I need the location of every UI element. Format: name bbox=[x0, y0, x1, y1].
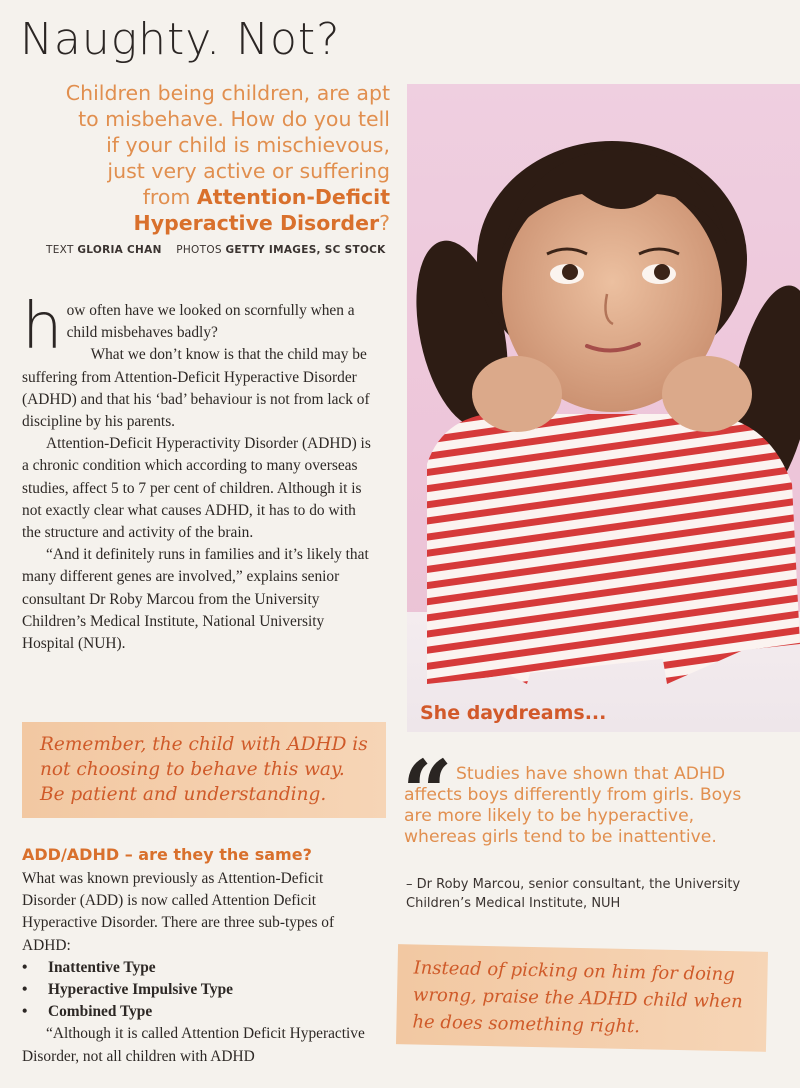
girl-photo bbox=[407, 84, 800, 732]
paragraph: “Although it is called Attention Deficit Hyperactive Disorder, not all children with ADHD bbox=[22, 1025, 365, 1065]
pull-quote-box: Remember, the child with ADHD is not choosing to behave this way. Be patient and understanding. bbox=[22, 722, 386, 818]
quote-attribution: – Dr Roby Marcou, senior consultant, the University Children’s Medical Institute, NUH bbox=[406, 877, 741, 911]
section-heading: ADD/ADHD – are they the same? bbox=[22, 845, 312, 864]
list-item: • Inattentive Type bbox=[22, 957, 372, 979]
deck-emphasis: Attention-Deficit bbox=[196, 185, 390, 209]
deck-line: if your child is mischievous, bbox=[106, 133, 390, 157]
credit-author: GLORIA CHAN bbox=[77, 244, 162, 256]
deck-suffix: ? bbox=[379, 211, 390, 235]
credit-photos: GETTY IMAGES, SC STOCK bbox=[225, 244, 386, 256]
paragraph bbox=[22, 290, 372, 364]
pull-quote-box: Instead of picking on him for doing wrong, praise the ADHD child when he does something right. bbox=[396, 944, 768, 1052]
deck-line: just very active or suffering bbox=[107, 159, 390, 183]
paragraph-text: ow often have we looked on scornfully when a child misbehaves badly? bbox=[66, 302, 355, 342]
section-body bbox=[22, 868, 372, 1068]
deck-emphasis: Hyperactive Disorder bbox=[133, 211, 380, 235]
girl-illustration bbox=[407, 84, 800, 732]
paragraph: What was known previously as Attention-Deficit Disorder (ADD) is now called Attention Deficit Hyperactive Disorder. There are three sub-types of ADHD: bbox=[22, 870, 335, 954]
list-item: • Combined Type bbox=[22, 1001, 372, 1023]
photo-caption: She daydreams... bbox=[420, 702, 607, 724]
quote-mark-icon: “ bbox=[402, 740, 453, 844]
article-deck bbox=[40, 80, 390, 236]
paragraph: “And it definitely runs in families and it’s likely that many different genes are involved,” explains senior consultant Dr Roby Marcou from the University Children’s Medical Institute, National University Hospital (NUH). bbox=[22, 546, 369, 653]
deck-line bbox=[40, 184, 390, 210]
article-body bbox=[22, 290, 372, 655]
article-title: Naughty. Not? bbox=[20, 14, 341, 65]
credit-text-label: TEXT bbox=[46, 244, 74, 256]
byline bbox=[46, 244, 386, 256]
subtype-list bbox=[22, 957, 372, 1024]
deck-line: Children being children, are apt bbox=[65, 81, 390, 105]
list-item: • Hyperactive Impulsive Type bbox=[22, 979, 372, 1001]
expert-quote: Studies have shown that ADHD affects boys differently from girls. Boys are more likely to be hyperactive, whereas girls tend to be inattentive. bbox=[404, 764, 742, 847]
deck-line: to misbehave. How do you tell bbox=[78, 107, 390, 131]
deck-line bbox=[40, 210, 390, 236]
paragraph: What we don’t know is that the child may be suffering from Attention-Deficit Hyperactive Disorder (ADHD) and that his ‘bad’ behaviour is not from lack of discipline by his parents. bbox=[22, 346, 370, 431]
drop-cap: h bbox=[22, 290, 63, 364]
credit-photos-label: PHOTOS bbox=[176, 244, 222, 256]
deck-prefix: from bbox=[142, 185, 197, 209]
paragraph: Attention-Deficit Hyperactivity Disorder (ADHD) is a chronic condition which according to many overseas studies, affect 5 to 7 per cent of children. Although it is not exactly clear what causes ADHD, it has to do with the structure and activity of the brain. bbox=[22, 435, 371, 542]
